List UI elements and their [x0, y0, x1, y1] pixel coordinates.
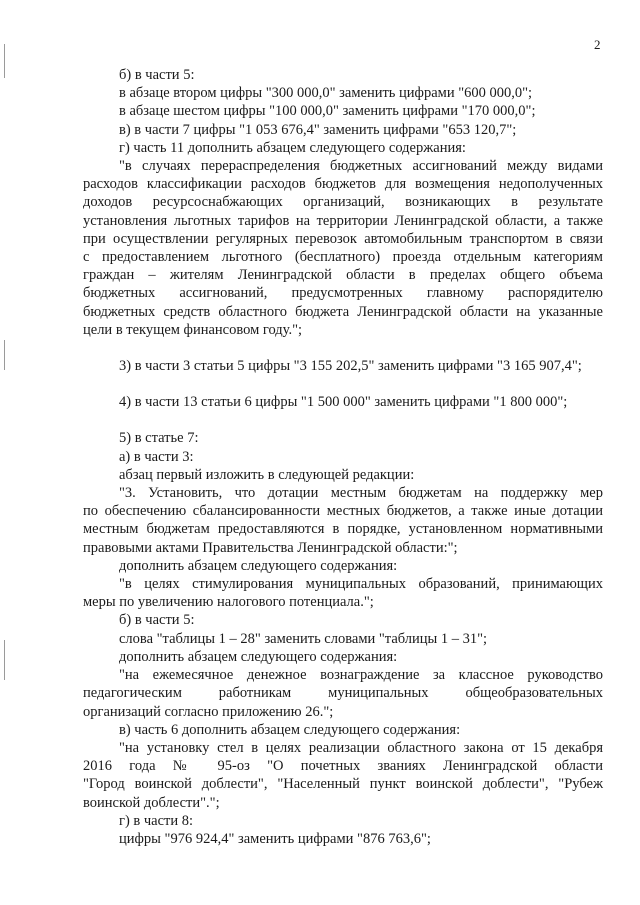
left-margin-mark [4, 44, 5, 78]
document-body [83, 66, 603, 848]
text-line: 4) в части 13 статьи 6 цифры "1 500 000" заменить цифрами "1 800 000"; [119, 394, 568, 411]
text-line: дополнить абзацем следующего содержания: [119, 557, 398, 574]
left-margin-mark [4, 340, 5, 370]
text-line: "в целях стимулирования муниципальных образований, принимающих [119, 576, 603, 593]
text-line: граждан – жителям Ленинградской области в пределах общего объема [83, 267, 603, 284]
text-line: по обеспечению сбалансированности местных бюджетов, а также иные дотации [83, 503, 603, 520]
text-line: при осуществлении регулярных перевозок автомобильным транспортом в связи [83, 230, 603, 247]
text-line: в абзаце шестом цифры "100 000,0" заменить цифрами "170 000,0"; [119, 103, 536, 120]
text-line: 5) в статье 7: [119, 430, 199, 447]
text-line: абзац первый изложить в следующей редакции: [119, 466, 415, 483]
text-line: в абзаце втором цифры "300 000,0" заменить цифрами "600 000,0"; [119, 85, 533, 102]
text-line: правовыми актами Правительства Ленинградской области:"; [83, 539, 458, 556]
text-line: "3. Установить, что дотации местным бюджетам на поддержку мер [119, 485, 603, 502]
text-line: бюджетных ассигнований, предусмотренных главному распорядителю [83, 285, 603, 302]
text-line: цели в текущем финансовом году."; [83, 321, 303, 338]
text-line: бюджетных средств областного бюджета Ленинградской области на указанные [83, 303, 603, 320]
page-number: 2 [594, 37, 601, 52]
text-line: "на установку стел в целях реализации областного закона от 15 декабря [119, 739, 603, 756]
text-line: воинской доблести"."; [83, 794, 220, 811]
text-line: "Город воинской доблести", "Населенный пункт воинской доблести", "Рубеж [83, 776, 603, 793]
text-line: дополнить абзацем следующего содержания: [119, 648, 398, 665]
text-line: местным бюджетам предоставляются в порядке, установленном нормативными [83, 521, 603, 538]
text-line: доходов ресурсоснабжающих организаций, возникающих в результате [83, 194, 603, 211]
text-line: б) в части 5: [119, 612, 195, 629]
left-margin-mark [4, 640, 5, 680]
text-line: г) в части 8: [119, 812, 194, 829]
text-line: расходов классификации расходов бюджетов для возмещения недополученных [83, 176, 603, 193]
text-line: в) часть 6 дополнить абзацем следующего содержания: [119, 721, 461, 738]
text-line: педагогическим работникам муниципальных общеобразовательных [83, 685, 603, 702]
text-line: г) часть 11 дополнить абзацем следующего содержания: [119, 139, 466, 156]
text-line: а) в части 3: [119, 448, 194, 465]
text-line: установления льготных тарифов на территории Ленинградской области, а также [83, 212, 603, 229]
text-line: с предоставлением льготного (бесплатного) проезда отдельным категориям [83, 249, 603, 266]
text-line: "в случаях перераспределения бюджетных ассигнований между видами [119, 158, 603, 175]
text-line: цифры "976 924,4" заменить цифрами "876 763,6"; [119, 830, 431, 847]
text-line: организаций согласно приложению 26."; [83, 703, 334, 720]
text-line: меры по увеличению налогового потенциала."; [83, 594, 374, 611]
text-line: в) в части 7 цифры "1 053 676,4" заменить цифрами "653 120,7"; [119, 121, 517, 138]
text-line: 3) в части 3 статьи 5 цифры "3 155 202,5" заменить цифрами "3 165 907,4"; [119, 358, 582, 375]
text-line: "на ежемесячное денежное вознаграждение за классное руководство [119, 667, 603, 684]
text-line: слова "таблицы 1 – 28" заменить словами "таблицы 1 – 31"; [119, 630, 488, 647]
text-line: б) в части 5: [119, 67, 195, 83]
text-line: 2016 года № 95-оз "О почетных званиях Ленинградской области [83, 758, 603, 775]
